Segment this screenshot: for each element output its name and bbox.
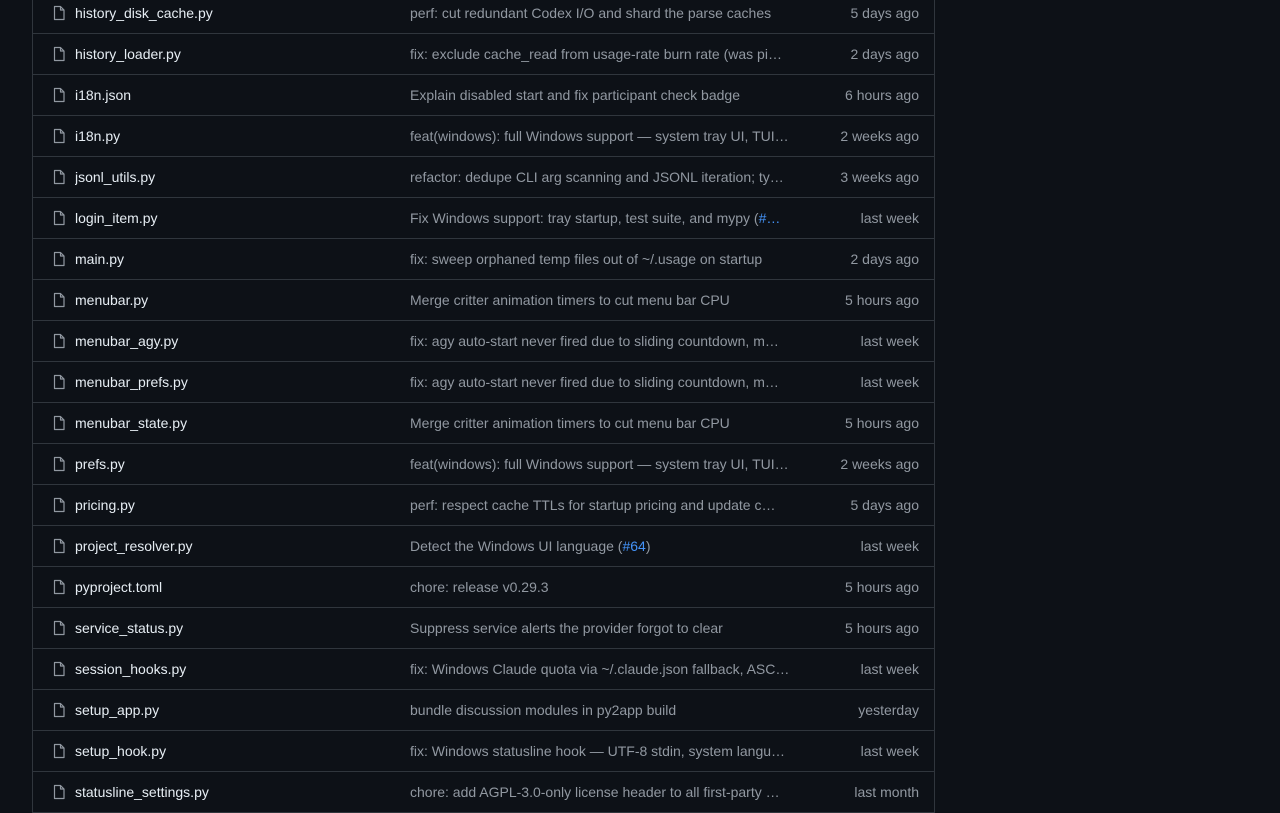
commit-message-link[interactable] xyxy=(410,292,798,308)
file-name-link[interactable]: project_resolver.py xyxy=(75,538,193,554)
commit-date: 2 days ago xyxy=(850,251,919,267)
commit-date: last week xyxy=(860,333,919,349)
commit-message-text: fix: Windows Claude quota via ~/.claude.json fallback, ASC… xyxy=(410,661,790,677)
commit-date: yesterday xyxy=(858,702,919,718)
file-table xyxy=(32,0,935,813)
file-icon xyxy=(51,251,67,267)
commit-message-link[interactable] xyxy=(410,620,798,636)
commit-message-link[interactable] xyxy=(410,456,798,472)
commit-date: 2 days ago xyxy=(850,46,919,62)
table-row xyxy=(33,567,934,608)
table-row xyxy=(33,157,934,198)
table-row xyxy=(33,731,934,772)
commit-date: 3 weeks ago xyxy=(840,169,919,185)
commit-date: 5 days ago xyxy=(850,5,919,21)
file-icon xyxy=(51,169,67,185)
file-name-link[interactable]: menubar_agy.py xyxy=(75,333,179,349)
commit-message-text: Explain disabled start and fix participant check badge xyxy=(410,87,740,103)
file-name-link[interactable]: i18n.py xyxy=(75,128,121,144)
file-icon xyxy=(51,579,67,595)
commit-date: 5 days ago xyxy=(850,497,919,513)
table-row xyxy=(33,608,934,649)
file-icon xyxy=(51,661,67,677)
file-icon xyxy=(51,5,67,21)
file-name-link[interactable]: menubar_state.py xyxy=(75,415,188,431)
file-icon xyxy=(51,333,67,349)
commit-date: 5 hours ago xyxy=(845,292,919,308)
commit-date: last month xyxy=(854,784,919,800)
commit-message-text: fix: agy auto-start never fired due to sliding countdown, m… xyxy=(410,333,779,349)
commit-message-text: fix: agy auto-start never fired due to sliding countdown, m… xyxy=(410,374,779,390)
file-name-link[interactable]: setup_app.py xyxy=(75,702,160,718)
table-row xyxy=(33,34,934,75)
commit-date: last week xyxy=(860,374,919,390)
commit-message-text: chore: release v0.29.3 xyxy=(410,579,549,595)
commit-date: 5 hours ago xyxy=(845,579,919,595)
commit-date: 5 hours ago xyxy=(845,415,919,431)
file-icon xyxy=(51,702,67,718)
commit-message-text: chore: add AGPL-3.0-only license header to all first-party … xyxy=(410,784,780,800)
file-name-link[interactable]: prefs.py xyxy=(75,456,125,472)
table-row xyxy=(33,690,934,731)
file-icon xyxy=(51,497,67,513)
file-name-link[interactable]: login_item.py xyxy=(75,210,158,226)
file-name-link[interactable]: menubar.py xyxy=(75,292,149,308)
file-icon xyxy=(51,620,67,636)
table-row xyxy=(33,526,934,567)
commit-date: last week xyxy=(860,210,919,226)
file-name-link[interactable]: i18n.json xyxy=(75,87,132,103)
commit-date: last week xyxy=(860,743,919,759)
table-row xyxy=(33,0,934,34)
commit-message-link[interactable] xyxy=(410,169,798,185)
commit-message-text: Suppress service alerts the provider forgot to clear xyxy=(410,620,723,636)
commit-message-link[interactable] xyxy=(410,333,798,349)
file-icon xyxy=(51,538,67,554)
commit-message-text: perf: cut redundant Codex I/O and shard the parse caches xyxy=(410,5,772,21)
file-name-link[interactable]: setup_hook.py xyxy=(75,743,167,759)
file-name-link[interactable]: pricing.py xyxy=(75,497,135,513)
file-icon xyxy=(51,292,67,308)
file-name-link[interactable]: service_status.py xyxy=(75,620,184,636)
commit-message-link[interactable] xyxy=(410,5,798,21)
commit-message-text: feat(windows): full Windows support — system tray UI, TUI… xyxy=(410,456,789,472)
commit-message-link[interactable] xyxy=(410,538,798,554)
table-row xyxy=(33,75,934,116)
file-name-link[interactable]: menubar_prefs.py xyxy=(75,374,188,390)
table-row xyxy=(33,321,934,362)
commit-message-text: fix: sweep orphaned temp files out of ~/.usage on startup xyxy=(410,251,763,267)
file-name-link[interactable]: session_hooks.py xyxy=(75,661,187,677)
commit-message-link[interactable] xyxy=(410,497,798,513)
commit-message-text: feat(windows): full Windows support — system tray UI, TUI… xyxy=(410,128,789,144)
file-icon xyxy=(51,415,67,431)
file-icon xyxy=(51,374,67,390)
file-name-link[interactable]: jsonl_utils.py xyxy=(75,169,156,185)
commit-date: 2 weeks ago xyxy=(840,128,919,144)
table-row xyxy=(33,362,934,403)
commit-message-text: refactor: dedupe CLI arg scanning and JSONL iteration; ty… xyxy=(410,169,784,185)
commit-date: last week xyxy=(860,661,919,677)
commit-message-link[interactable] xyxy=(410,702,798,718)
table-row xyxy=(33,444,934,485)
table-row xyxy=(33,772,934,813)
commit-message-text: bundle discussion modules in py2app build xyxy=(410,702,677,718)
commit-message-suffix: ) xyxy=(645,538,651,554)
table-row xyxy=(33,485,934,526)
file-name-link[interactable]: history_loader.py xyxy=(75,46,181,62)
commit-message-link[interactable] xyxy=(410,415,798,431)
file-name-link[interactable]: statusline_settings.py xyxy=(75,784,209,800)
file-name-link[interactable]: pyproject.toml xyxy=(75,579,163,595)
commit-message-link[interactable] xyxy=(410,661,798,677)
commit-message-text: perf: respect cache TTLs for startup pricing and update c… xyxy=(410,497,776,513)
table-row xyxy=(33,280,934,321)
commit-message-link[interactable] xyxy=(410,784,798,800)
file-icon xyxy=(51,456,67,472)
commit-date: 5 hours ago xyxy=(845,620,919,636)
file-name-link[interactable]: history_disk_cache.py xyxy=(75,5,213,21)
commit-message-text: fix: exclude cache_read from usage-rate burn rate (was pi… xyxy=(410,46,782,62)
commit-message-text: Merge critter animation timers to cut menu bar CPU xyxy=(410,292,730,308)
commit-date: 6 hours ago xyxy=(845,87,919,103)
pull-request-link[interactable]: #64 xyxy=(622,538,646,554)
pull-request-link[interactable]: #… xyxy=(758,210,781,226)
commit-message-text: Merge critter animation timers to cut menu bar CPU xyxy=(410,415,730,431)
file-icon xyxy=(51,210,67,226)
commit-message-text: fix: Windows statusline hook — UTF-8 stdin, system langu… xyxy=(410,743,786,759)
commit-message-link[interactable] xyxy=(410,579,798,595)
commit-message-text: Detect the Windows UI language ( xyxy=(410,538,623,554)
commit-date: last week xyxy=(860,538,919,554)
commit-message-link[interactable] xyxy=(410,210,798,226)
file-icon xyxy=(51,743,67,759)
commit-message-link[interactable] xyxy=(410,743,798,759)
commit-date: 2 weeks ago xyxy=(840,456,919,472)
file-icon xyxy=(51,784,67,800)
table-row xyxy=(33,198,934,239)
file-name-link[interactable]: main.py xyxy=(75,251,125,267)
commit-message-link[interactable] xyxy=(410,46,798,62)
file-icon xyxy=(51,128,67,144)
commit-message-text: Fix Windows support: tray startup, test suite, and mypy ( xyxy=(410,210,759,226)
table-row xyxy=(33,239,934,280)
commit-message-link[interactable] xyxy=(410,374,798,390)
commit-message-link[interactable] xyxy=(410,128,798,144)
commit-message-link[interactable] xyxy=(410,87,798,103)
file-icon xyxy=(51,46,67,62)
table-row xyxy=(33,116,934,157)
table-row xyxy=(33,403,934,444)
file-icon xyxy=(51,87,67,103)
commit-message-link[interactable] xyxy=(410,251,798,267)
table-row xyxy=(33,649,934,690)
